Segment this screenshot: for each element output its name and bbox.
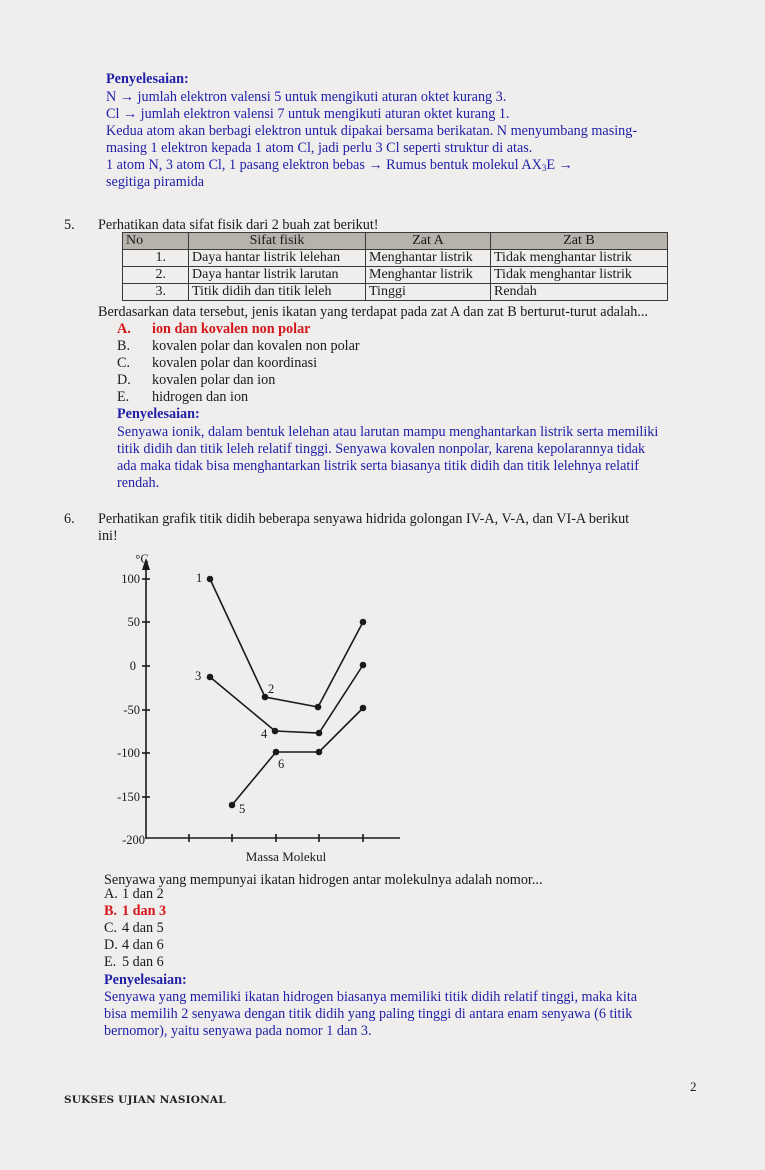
- y-axis-unit: °C: [135, 552, 149, 566]
- x-axis: [146, 834, 400, 842]
- option-letter: B.: [117, 338, 131, 354]
- solution-line: rendah.: [117, 475, 160, 491]
- table-cell: Daya hantar listrik larutan: [189, 267, 366, 284]
- solution-line: masing 1 elektron kepada 1 atom Cl, jadi perlu 3 Cl seperti struktur di atas.: [106, 140, 533, 156]
- option-e: [117, 389, 248, 406]
- table-cell: 3.: [123, 284, 189, 301]
- table-cell: Titik didih dan titik leleh: [189, 284, 366, 301]
- table-header: Zat B: [491, 233, 668, 250]
- y-tick: 50: [127, 615, 140, 629]
- option-text: kovalen polar dan koordinasi: [152, 355, 318, 371]
- y-tick: 100: [121, 572, 140, 586]
- question-stem: Senyawa yang mempunyai ikatan hidrogen antar molekulnya adalah nomor...: [104, 872, 543, 888]
- formula-subscript: 3: [541, 163, 547, 173]
- question-number: 5.: [64, 217, 75, 233]
- solution-line: Senyawa ionik, dalam bentuk lelehan atau larutan mampu menghantarkan listrik serta memiliki: [117, 424, 659, 440]
- option-text: ion dan kovalen non polar: [152, 321, 311, 337]
- option-letter: E.: [117, 389, 130, 405]
- question-prompt: ini!: [98, 528, 118, 544]
- data-points: [207, 576, 367, 809]
- option-letter: E.: [104, 954, 117, 970]
- table-cell: 2.: [123, 267, 189, 284]
- solution-line: Cl → jumlah elektron valensi 7 untuk mengikuti aturan oktet kurang 1.: [106, 106, 510, 122]
- solution-line: Senyawa yang memiliki ikatan hidrogen biasanya memiliki titik didih relatif tinggi, maka kita: [104, 989, 638, 1005]
- solution-line: titik didih dan titik leleh relatif tinggi. Senyawa kovalen nonpolar, karena kepolarannya tidak: [117, 441, 646, 457]
- option-letter: D.: [117, 372, 131, 388]
- option-text: 4 dan 6: [122, 937, 164, 953]
- table-row: [123, 267, 668, 284]
- option-text: 5 dan 6: [122, 954, 164, 970]
- option-b: [117, 338, 360, 355]
- solution-line: bernomor), yaitu senyawa pada nomor 1 dan 3.: [104, 1023, 372, 1039]
- y-tick-labels: [117, 552, 149, 847]
- option-c: [117, 355, 317, 372]
- boiling-point-chart: [100, 550, 400, 870]
- solution-line: N → jumlah elektron valensi 5 untuk mengikuti aturan oktet kurang 3.: [106, 89, 507, 105]
- y-tick: -100: [117, 746, 140, 760]
- option-text: 1 dan 2: [122, 886, 164, 902]
- option-text: hidrogen dan ion: [152, 389, 249, 405]
- table-header: Sifat fisik: [189, 233, 366, 250]
- y-tick: -200: [122, 833, 145, 847]
- table-cell: Menghantar listrik: [366, 267, 491, 284]
- option-letter: A.: [117, 321, 131, 337]
- properties-table: [122, 232, 668, 301]
- option-letter: C.: [104, 920, 118, 936]
- option-text: 4 dan 5: [122, 920, 164, 936]
- point-label: 1: [196, 571, 203, 585]
- point-label: 3: [195, 669, 202, 683]
- point-label: 2: [268, 682, 275, 696]
- question-prompt: Perhatikan data sifat fisik dari 2 buah zat berikut!: [98, 217, 379, 233]
- table-cell: Tidak menghantar listrik: [491, 267, 668, 284]
- formula-post: E →: [546, 157, 573, 173]
- table-cell: Rendah: [491, 284, 668, 301]
- solution-heading: Penyelesaian:: [104, 972, 187, 988]
- option-d: [104, 937, 164, 954]
- table-cell: 1.: [123, 250, 189, 267]
- footer-title: SUKSES UJIAN NASIONAL: [64, 1094, 226, 1106]
- option-text: 1 dan 3: [122, 903, 167, 919]
- y-tick: -50: [123, 703, 140, 717]
- formula-pre: 1 atom N, 3 atom Cl, 1 pasang elektron bebas → Rumus bentuk molekul AX: [106, 157, 542, 173]
- table-row: [123, 250, 668, 267]
- option-letter: A.: [104, 886, 118, 902]
- table-cell: Daya hantar listrik lelehan: [189, 250, 366, 267]
- series-3-4: [210, 665, 363, 733]
- table-cell: Tidak menghantar listrik: [491, 250, 668, 267]
- solution-heading: Penyelesaian:: [106, 71, 189, 87]
- table-header: Zat A: [366, 233, 491, 250]
- question-number: 6.: [64, 511, 75, 527]
- series-1-2: [210, 579, 363, 707]
- page-number: 2: [690, 1079, 697, 1094]
- option-b: [104, 903, 166, 920]
- series-5-6: [232, 708, 363, 805]
- x-axis-label: Massa Molekul: [245, 849, 327, 864]
- table-cell: Tinggi: [366, 284, 491, 301]
- option-text: kovalen polar dan ion: [152, 372, 276, 388]
- table-cell: Menghantar listrik: [366, 250, 491, 267]
- solution-line: segitiga piramida: [106, 174, 205, 190]
- solution-heading: Penyelesaian:: [117, 406, 200, 422]
- point-label: 6: [278, 757, 285, 771]
- question-stem: Berdasarkan data tersebut, jenis ikatan yang terdapat pada zat A dan zat B berturut-turut adalah...: [98, 304, 648, 320]
- solution-line: bisa memilih 2 senyawa dengan titik didih yang paling tinggi di antara enam senyawa (6 titik: [104, 1006, 633, 1022]
- option-letter: C.: [117, 355, 131, 371]
- y-axis: [142, 558, 150, 839]
- option-e: [104, 954, 164, 971]
- y-tick: -150: [117, 790, 140, 804]
- option-letter: B.: [104, 903, 118, 919]
- point-label: 5: [239, 802, 246, 816]
- question-prompt: Perhatikan grafik titik didih beberapa senyawa hidrida golongan IV-A, V-A, dan VI-A berikut: [98, 511, 630, 527]
- option-a: [104, 886, 164, 903]
- table-row: [123, 284, 668, 301]
- point-labels: [195, 571, 284, 816]
- table-header-row: [123, 233, 668, 250]
- solution-line: ada maka tidak bisa menghantarkan listrik serta biasanya titik didih dan titik lelehnya relatif: [117, 458, 640, 474]
- option-d: [117, 372, 275, 389]
- point-label: 4: [261, 727, 268, 741]
- option-letter: D.: [104, 937, 118, 953]
- solution-line: Kedua atom akan berbagi elektron untuk dipakai bersama berikatan. N menyumbang masing-: [106, 123, 638, 139]
- option-text: kovalen polar dan kovalen non polar: [152, 338, 360, 354]
- table-header: No: [123, 233, 189, 250]
- option-a: [117, 321, 310, 338]
- option-c: [104, 920, 164, 937]
- y-tick: 0: [129, 659, 136, 673]
